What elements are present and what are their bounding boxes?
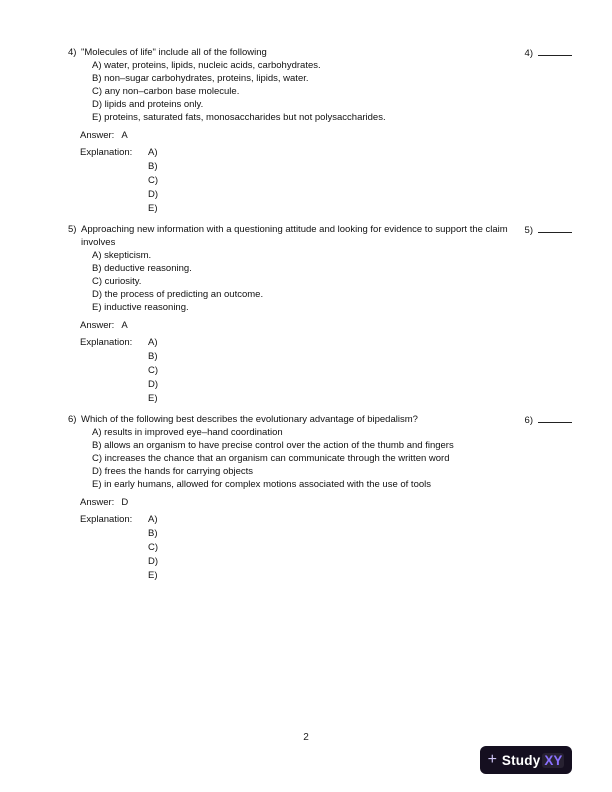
options-list <box>92 249 572 314</box>
question-header <box>68 223 510 249</box>
question-text: Which of the following best describes the evolutionary advantage of bipedalism? <box>81 414 418 425</box>
answer-value: D <box>121 497 129 508</box>
explanation-label: Explanation: <box>80 147 133 158</box>
question-header <box>68 46 510 59</box>
option-a: A) skepticism. <box>92 250 152 261</box>
option-e: E) proteins, saturated fats, monosaccharides but not polysaccharides. <box>92 112 386 123</box>
option-c: C) any non–carbon base molecule. <box>92 86 240 97</box>
explanation-item-b: B) <box>148 161 158 172</box>
answer-blank <box>538 223 572 233</box>
option-c: C) curiosity. <box>92 276 142 287</box>
answer-label: Answer: <box>80 497 115 508</box>
explanation-item-d: D) <box>148 189 159 200</box>
explanation-item-c: C) <box>148 542 159 553</box>
option-b: B) deductive reasoning. <box>92 263 192 274</box>
answer-blank <box>538 46 572 56</box>
options-list <box>92 59 572 124</box>
option-d: D) lipids and proteins only. <box>92 99 204 110</box>
explanation-item-a: A) <box>148 337 158 348</box>
option-d: D) frees the hands for carrying objects <box>92 466 254 477</box>
option-a: A) results in improved eye–hand coordination <box>92 427 283 438</box>
explanation-items <box>148 513 158 583</box>
explanation-item-d: D) <box>148 379 159 390</box>
explanation-items <box>148 336 158 406</box>
answer-label: Answer: <box>80 320 115 331</box>
brand-text-study: Study <box>501 752 541 768</box>
option-b: B) non–sugar carbohydrates, proteins, lipids, water. <box>92 73 309 84</box>
explanation-item-b: B) <box>148 351 158 362</box>
explanation-item-e: E) <box>148 203 158 214</box>
answer-line <box>80 319 572 332</box>
brand-text-xy: XY <box>544 752 563 768</box>
explanation-item-b: B) <box>148 528 158 539</box>
answer-value: A <box>121 320 128 331</box>
question-header <box>68 413 510 426</box>
question-side <box>525 46 572 60</box>
explanation-items <box>148 146 158 216</box>
answer-value: A <box>121 130 128 141</box>
explanation-item-d: D) <box>148 556 159 567</box>
questions-area <box>68 46 572 590</box>
plus-icon: + <box>487 750 497 768</box>
explanation <box>80 336 572 406</box>
explanation-item-c: C) <box>148 175 159 186</box>
question-side <box>525 223 572 237</box>
question-text: Approaching new information with a questioning attitude and looking for evidence to support the claim involves <box>81 224 508 248</box>
option-d: D) the process of predicting an outcome. <box>92 289 264 300</box>
question-side-number: 4) <box>524 48 533 59</box>
studyxy-logo <box>480 746 572 774</box>
option-b: B) allows an organism to have precise control over the action of the thumb and fingers <box>92 440 454 451</box>
explanation-label: Explanation: <box>80 514 133 525</box>
question-block-4 <box>68 46 572 216</box>
question-block-6 <box>68 413 572 583</box>
option-e: E) in early humans, allowed for complex motions associated with the use of tools <box>92 479 431 490</box>
options-list <box>92 426 572 491</box>
explanation-item-c: C) <box>148 365 159 376</box>
answer-line <box>80 496 572 509</box>
explanation <box>80 146 572 216</box>
explanation-item-a: A) <box>148 514 158 525</box>
option-c: C) increases the chance that an organism can communicate through the written word <box>92 453 450 464</box>
explanation-item-e: E) <box>148 570 158 581</box>
question-number: 6) <box>68 414 77 425</box>
question-side <box>525 413 572 427</box>
explanation <box>80 513 572 583</box>
page-number: 2 <box>303 732 309 743</box>
explanation-item-a: A) <box>148 147 158 158</box>
option-a: A) water, proteins, lipids, nucleic acids, carbohydrates. <box>92 60 321 71</box>
question-side-number: 5) <box>524 225 533 236</box>
answer-line <box>80 129 572 142</box>
question-number: 5) <box>68 224 77 235</box>
answer-label: Answer: <box>80 130 115 141</box>
explanation-label: Explanation: <box>80 337 133 348</box>
answer-blank <box>538 413 572 423</box>
question-side-number: 6) <box>524 415 533 426</box>
explanation-item-e: E) <box>148 393 158 404</box>
option-e: E) inductive reasoning. <box>92 302 189 313</box>
question-text: "Molecules of life" include all of the following <box>81 47 267 58</box>
question-block-5 <box>68 223 572 406</box>
question-number: 4) <box>68 47 77 58</box>
